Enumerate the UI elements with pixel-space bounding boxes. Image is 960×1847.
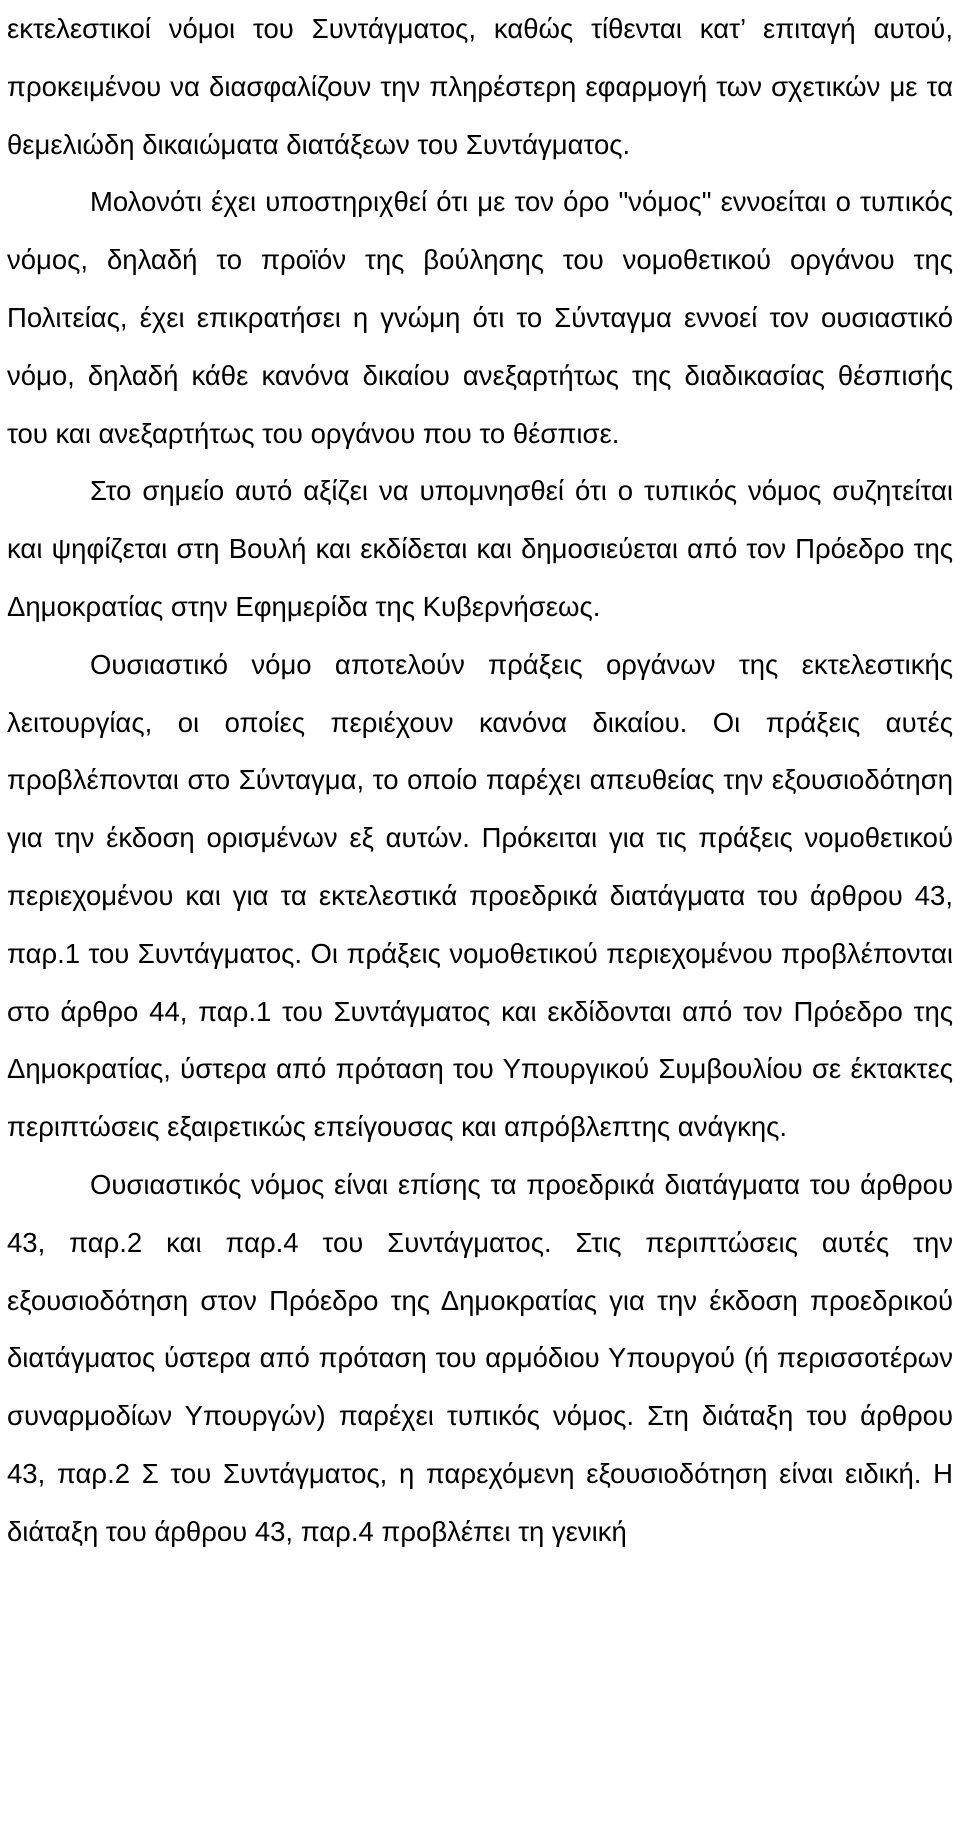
paragraph-executive-acts: Ουσιαστικό νόμο αποτελούν πράξεις οργάνων της εκτελεστικής λειτουργίας, οι οποίες περιέχουν κανόνα δικαίου. Οι πράξεις αυτές προβλέπονται στο Σύνταγμα, το οποίο παρέχει απευθείας την εξουσιοδότηση για την έκδοση ορισμένων εξ αυτών. Πρόκειται για τις πράξεις νομοθετικού περιεχομένου και για τα εκτελεστικά προεδρικά διατάγματα του άρθρου 43, παρ.1 του Συντάγματος. Οι πράξεις νομοθετικού περιεχομένου προβλέπονται στο άρθρο 44, παρ.1 του Συντάγματος και εκδίδονται από τον Πρόεδρο της Δημοκρατίας, ύστερα από πρόταση του Υπουργικού Συμβουλίου σε έκτακτες περιπτώσεις εξαιρετικώς επείγουσας και απρόβλεπτης ανάγκης. [7,648,953,1143]
paragraph-presidential-decrees: Ουσιαστικός νόμος είναι επίσης τα προεδρικά διατάγματα του άρθρου 43, παρ.2 και παρ.4 του Συντάγματος. Στις περιπτώσεις αυτές την εξουσιοδότηση στον Πρόεδρο της Δημοκρατίας για την έκδοση προεδρικού διατάγματος ύστερα από πρόταση του αρμόδιου Υπουργού (ή περισσοτέρων συναρμοδίων Υπουργών) παρέχει τυπικός νόμος. Στη διάταξη του άρθρου 43, παρ.2 Σ του Συντάγματος, η παρεχόμενη εξουσιοδότηση είναι ειδική. Η διάταξη του άρθρου 43, παρ.4 προβλέπει τη γενική [7,1168,953,1547]
paragraph-formal-vs-substantive-law: Μολονότι έχει υποστηριχθεί ότι με τον όρο "νόμος" εννοείται ο τυπικός νόμος, δηλαδή το προϊόν της βούλησης του νομοθετικού οργάνου της Πολιτείας, έχει επικρατήσει η γνώμη ότι το Σύνταγμα εννοεί τον ουσιαστικό νόμο, δηλαδή κάθε κανόνα δικαίου ανεξαρτήτως της διαδικασίας θέσπισής του και ανεξαρτήτως του οργάνου που το θέσπισε. [7,186,953,449]
document-body [7,0,953,1561]
paragraph-formal-law-procedure: Στο σημείο αυτό αξίζει να υπομνησθεί ότι ο τυπικός νόμος συζητείται και ψηφίζεται στη Βουλή και εκδίδεται και δημοσιεύεται από τον Πρόεδρο της Δημοκρατίας στην Εφημερίδα της Κυβερνήσεως. [7,475,953,622]
paragraph-constitution-laws: εκτελεστικοί νόμοι του Συντάγματος, καθώς τίθενται κατ’ επιταγή αυτού, προκειμένου να διασφαλίζουν την πληρέστερη εφαρμογή των σχετικών με τα θεμελιώδη δικαιώματα διατάξεων του Συντάγματος. [7,13,953,160]
